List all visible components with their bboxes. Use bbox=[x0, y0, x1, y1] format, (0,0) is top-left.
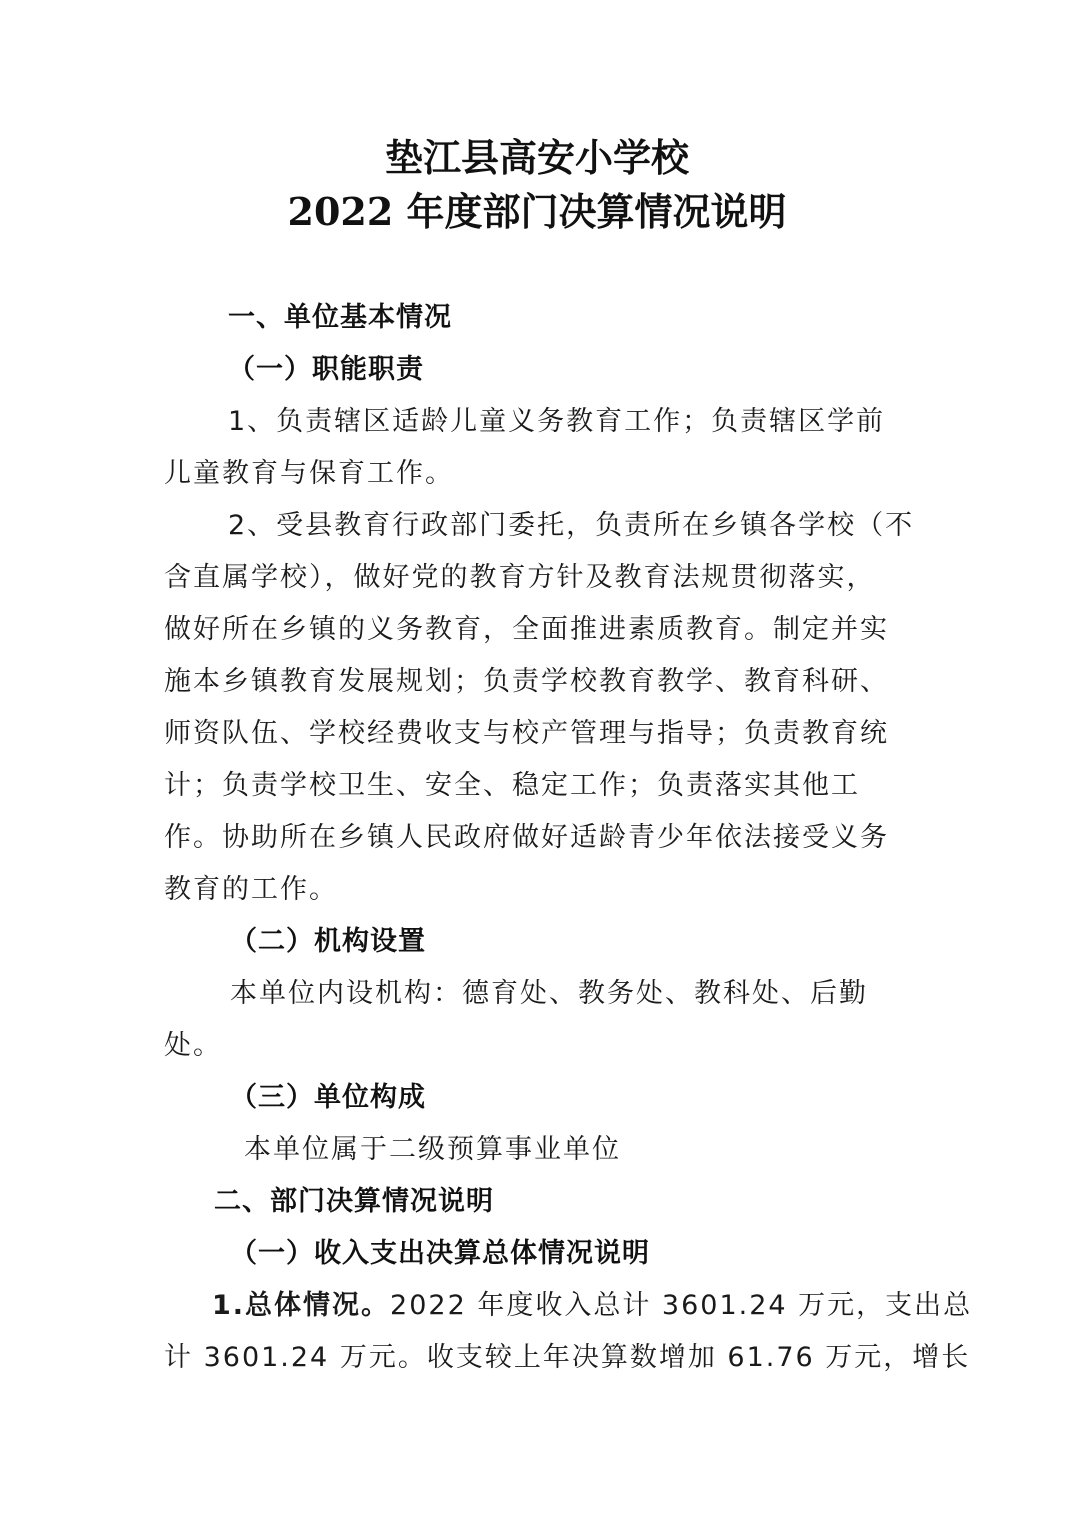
overall-paragraph-line-1 bbox=[212, 1288, 972, 1324]
title-line-1: 垫江县高安小学校 bbox=[384, 135, 689, 180]
duty-1-line-1: 1、负责辖区适龄儿童义务教育工作；负责辖区学前 bbox=[228, 406, 886, 437]
duty-2-line-6: 计；负责学校卫生、安全、稳定工作；负责落实其他工 bbox=[164, 770, 860, 801]
subheading-duties: （一）职能职责 bbox=[228, 354, 424, 385]
section-heading-basic-info: 一、单位基本情况 bbox=[228, 302, 452, 333]
subheading-unit-composition: （三）单位构成 bbox=[230, 1082, 426, 1113]
organization-line-2: 处。 bbox=[164, 1030, 222, 1061]
subheading-organization: （二）机构设置 bbox=[230, 926, 426, 957]
duty-2-line-1: 2、受县教育行政部门委托，负责所在乡镇各学校（不 bbox=[228, 510, 915, 541]
overall-label: 1.总体情况。 bbox=[212, 1290, 391, 1321]
duty-2-line-8: 教育的工作。 bbox=[164, 874, 338, 905]
unit-composition-line: 本单位属于二级预算事业单位 bbox=[244, 1134, 621, 1165]
overall-paragraph-line-2: 计 3601.24 万元。收支较上年决算数增加 61.76 万元，增长 bbox=[164, 1342, 971, 1373]
overall-line-1-text: 2022 年度收入总计 3601.24 万元，支出总 bbox=[390, 1290, 973, 1321]
duty-2-line-3: 做好所在乡镇的义务教育，全面推进素质教育。制定并实 bbox=[164, 614, 889, 645]
duty-2-line-7: 作。协助所在乡镇人民政府做好适龄青少年依法接受义务 bbox=[164, 822, 889, 853]
subheading-income-expenditure: （一）收入支出决算总体情况说明 bbox=[230, 1238, 650, 1269]
duty-2-line-2: 含直属学校），做好党的教育方针及教育法规贯彻落实， bbox=[164, 562, 876, 593]
duty-2-line-5: 师资队伍、学校经费收支与校产管理与指导；负责教育统 bbox=[164, 718, 889, 749]
organization-line-1: 本单位内设机构：德育处、教务处、教科处、后勤 bbox=[230, 978, 868, 1009]
section-heading-final-accounts: 二、部门决算情况说明 bbox=[214, 1186, 494, 1217]
duty-2-line-4: 施本乡镇教育发展规划；负责学校教育教学、教育科研、 bbox=[164, 666, 889, 697]
title-line-2: 2022 年度部门决算情况说明 bbox=[287, 189, 787, 234]
duty-1-line-2: 儿童教育与保育工作。 bbox=[164, 458, 454, 489]
